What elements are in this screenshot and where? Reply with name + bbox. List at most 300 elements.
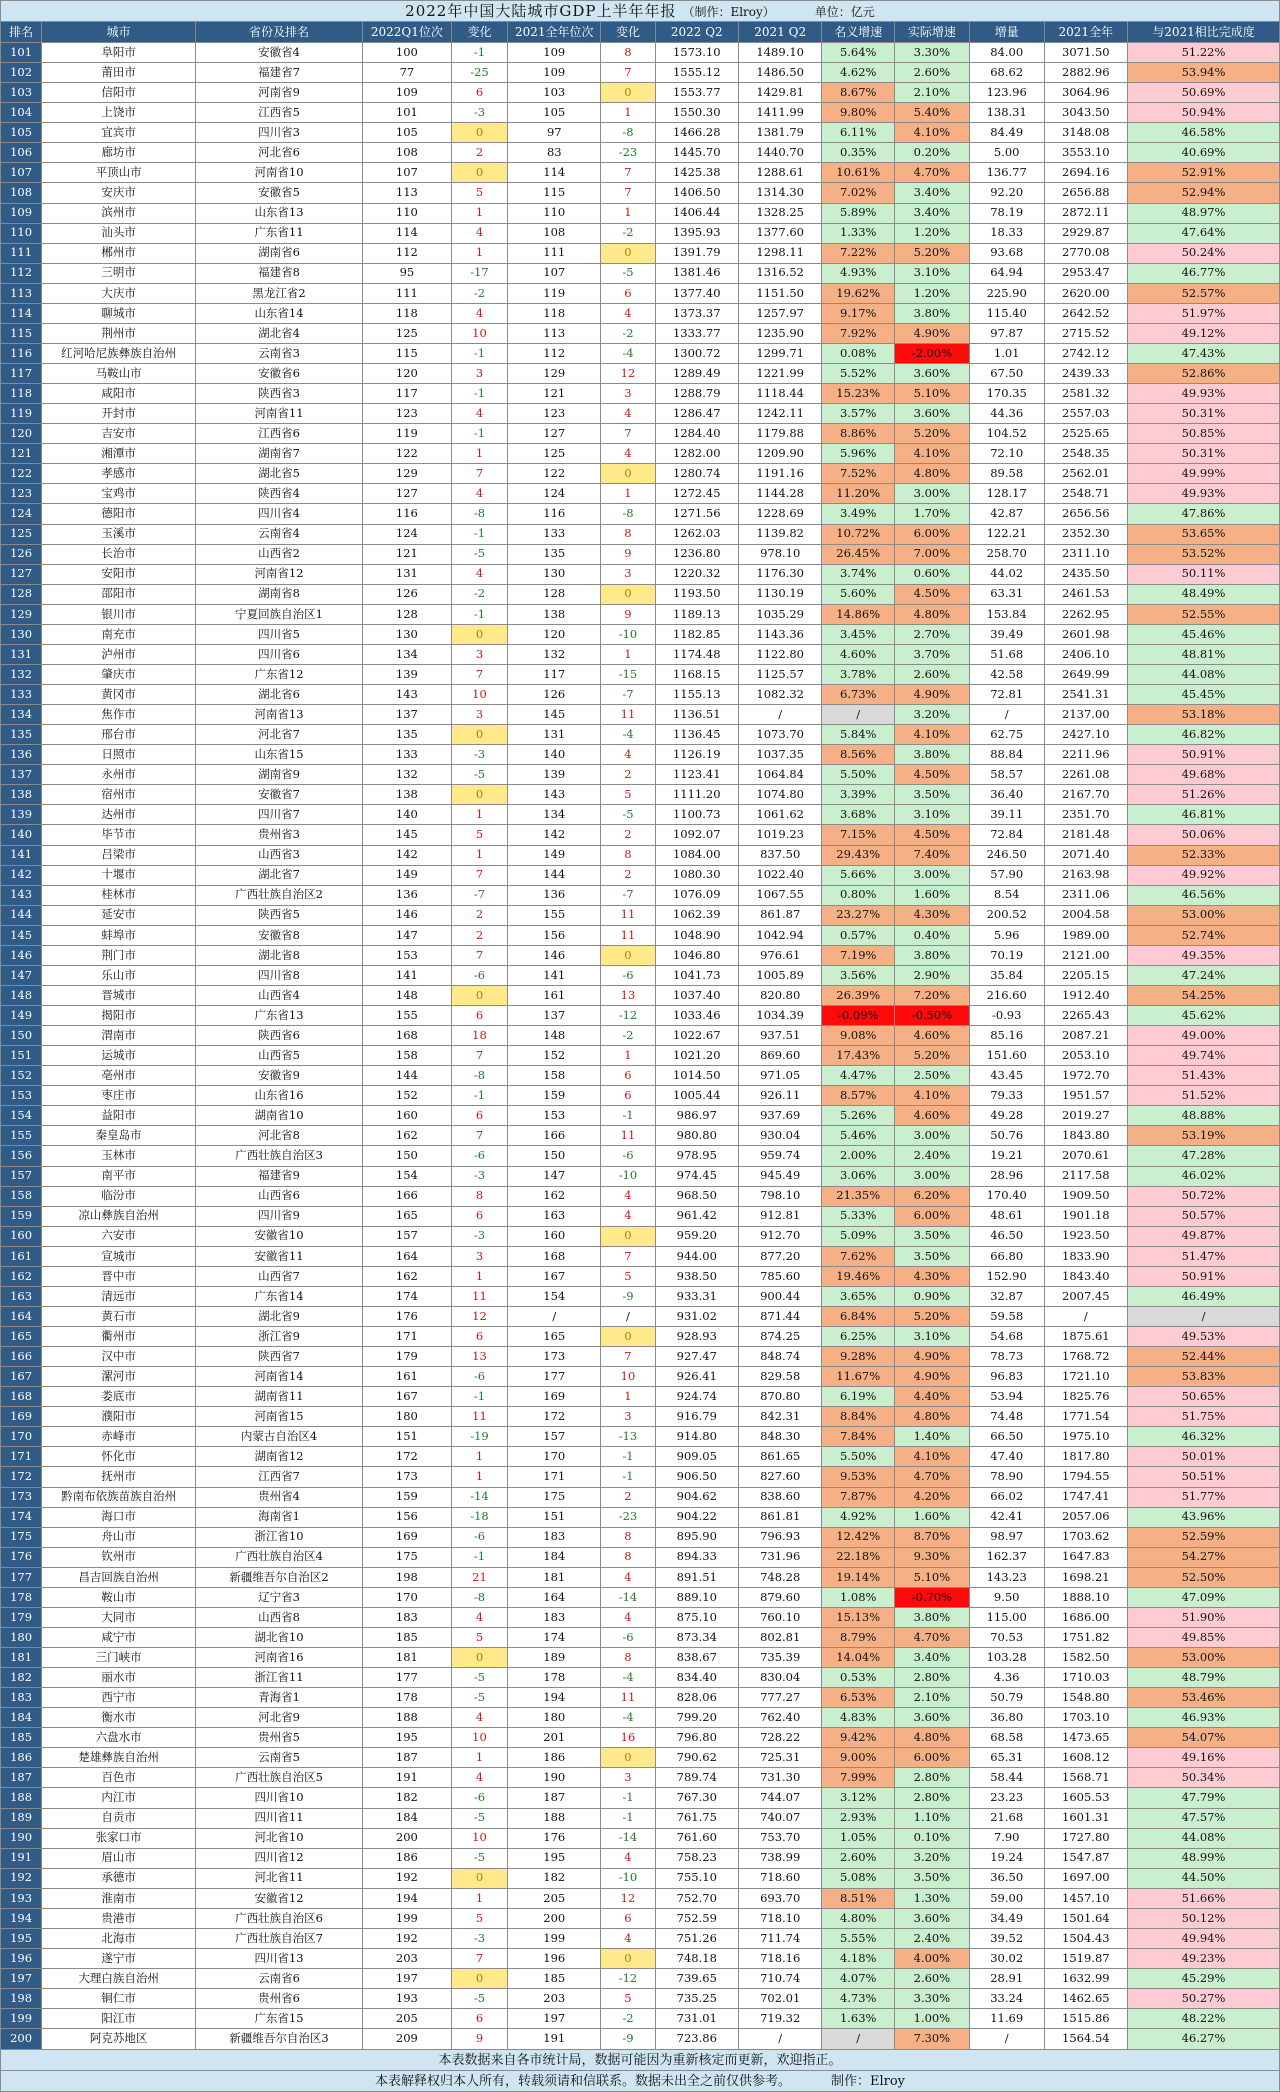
cell-province: 江西省6 — [196, 424, 363, 444]
cell-q2a: 838.67 — [655, 1648, 738, 1668]
table-row — [1, 1848, 1280, 1868]
cell-comp: 50.12% — [1128, 1908, 1280, 1928]
cell-city: 达州市 — [42, 805, 196, 825]
cell-chg2: 0 — [601, 464, 655, 484]
cell-chg2: 8 — [601, 1527, 655, 1547]
table-row — [1, 2029, 1280, 2050]
cell-incr: 63.31 — [969, 584, 1044, 604]
cell-q2b: 1242.11 — [738, 404, 821, 424]
cell-q1pos: 209 — [362, 2029, 451, 2050]
cell-city: 吕梁市 — [42, 845, 196, 865]
cell-y21pos: 128 — [508, 584, 601, 604]
cell-incr: 72.84 — [969, 825, 1044, 845]
cell-comp: / — [1128, 1306, 1280, 1326]
cell-real: 4.90% — [895, 1347, 970, 1367]
table-row — [1, 2009, 1280, 2029]
cell-q2a: 916.79 — [655, 1407, 738, 1427]
cell-city: 孝感市 — [42, 464, 196, 484]
cell-q2a: 1373.37 — [655, 303, 738, 323]
cell-chg2: -1 — [601, 1106, 655, 1126]
cell-nominal: 3.45% — [822, 624, 895, 644]
cell-chg2: 8 — [601, 524, 655, 544]
cell-comp: 51.77% — [1128, 1487, 1280, 1507]
cell-q2b: 848.74 — [738, 1347, 821, 1367]
cell-city: 清远市 — [42, 1286, 196, 1306]
cell-full21: 1833.90 — [1044, 1246, 1127, 1266]
cell-y21pos: 119 — [508, 283, 601, 303]
cell-real: 9.30% — [895, 1547, 970, 1567]
cell-incr: 47.40 — [969, 1447, 1044, 1467]
cell-y21pos: 160 — [508, 1226, 601, 1246]
cell-chg2: 5 — [601, 785, 655, 805]
cell-real: 3.50% — [895, 785, 970, 805]
cell-real: 2.40% — [895, 1146, 970, 1166]
cell-q2a: 752.70 — [655, 1888, 738, 1908]
cell-incr: 34.49 — [969, 1908, 1044, 1928]
cell-y21pos: 167 — [508, 1266, 601, 1286]
cell-incr: 58.44 — [969, 1768, 1044, 1788]
cell-province: 安徽省8 — [196, 925, 363, 945]
cell-rank: 161 — [1, 1246, 42, 1266]
cell-q1pos: 127 — [362, 484, 451, 504]
cell-city: 晋城市 — [42, 985, 196, 1005]
cell-rank: 184 — [1, 1708, 42, 1728]
cell-y21pos: 162 — [508, 1186, 601, 1206]
header-completion: 与2021相比完成度 — [1128, 22, 1280, 43]
cell-nominal: 3.56% — [822, 965, 895, 985]
cell-rank: 164 — [1, 1306, 42, 1326]
cell-comp: 49.12% — [1128, 323, 1280, 343]
cell-nominal: 0.80% — [822, 885, 895, 905]
cell-q2b: 1288.61 — [738, 163, 821, 183]
cell-q2a: 938.50 — [655, 1266, 738, 1286]
cell-incr: 5.00 — [969, 143, 1044, 163]
cell-chg1: -1 — [451, 1547, 507, 1567]
cell-rank: 151 — [1, 1046, 42, 1066]
cell-comp: 52.50% — [1128, 1567, 1280, 1587]
cell-incr: 58.57 — [969, 765, 1044, 785]
cell-y21pos: 186 — [508, 1748, 601, 1768]
cell-full21: 1912.40 — [1044, 985, 1127, 1005]
cell-rank: 179 — [1, 1607, 42, 1627]
cell-city: 亳州市 — [42, 1066, 196, 1086]
cell-incr: 46.50 — [969, 1226, 1044, 1246]
cell-q2a: 834.40 — [655, 1668, 738, 1688]
cell-q1pos: 117 — [362, 384, 451, 404]
table-row — [1, 644, 1280, 664]
table-row — [1, 123, 1280, 143]
cell-real: 4.70% — [895, 1627, 970, 1647]
cell-chg1: 1 — [451, 1266, 507, 1286]
cell-y21pos: 156 — [508, 925, 601, 945]
cell-chg2: 6 — [601, 1086, 655, 1106]
cell-chg2: 8 — [601, 845, 655, 865]
cell-full21: 1843.80 — [1044, 1126, 1127, 1146]
cell-rank: 156 — [1, 1146, 42, 1166]
cell-q1pos: 109 — [362, 83, 451, 103]
cell-province: 四川省10 — [196, 1788, 363, 1808]
cell-rank: 197 — [1, 1969, 42, 1989]
cell-incr: 44.02 — [969, 564, 1044, 584]
cell-q1pos: 135 — [362, 725, 451, 745]
cell-q1pos: 205 — [362, 2009, 451, 2029]
cell-q2a: 1062.39 — [655, 905, 738, 925]
cell-nominal: 7.52% — [822, 464, 895, 484]
cell-full21: 1888.10 — [1044, 1587, 1127, 1607]
cell-q1pos: 113 — [362, 183, 451, 203]
cell-chg1: 3 — [451, 1246, 507, 1266]
cell-q2b: 777.27 — [738, 1688, 821, 1708]
cell-nominal: 1.63% — [822, 2009, 895, 2029]
cell-q2a: 906.50 — [655, 1467, 738, 1487]
table-row — [1, 1788, 1280, 1808]
cell-q1pos: 148 — [362, 985, 451, 1005]
cell-chg2: -12 — [601, 1969, 655, 1989]
cell-chg2: / — [601, 1306, 655, 1326]
cell-real: 0.40% — [895, 925, 970, 945]
cell-nominal: 9.17% — [822, 303, 895, 323]
cell-incr: 51.68 — [969, 644, 1044, 664]
cell-q2a: 1182.85 — [655, 624, 738, 644]
cell-y21pos: 118 — [508, 303, 601, 323]
cell-nominal: 3.06% — [822, 1166, 895, 1186]
cell-comp: 49.00% — [1128, 1026, 1280, 1046]
cell-q1pos: 137 — [362, 705, 451, 725]
cell-q2a: 980.80 — [655, 1126, 738, 1146]
cell-chg1: -7 — [451, 885, 507, 905]
cell-y21pos: 161 — [508, 985, 601, 1005]
cell-chg1: -1 — [451, 43, 507, 63]
cell-chg2: 0 — [601, 584, 655, 604]
report-unit: 单位：亿元 — [814, 4, 875, 19]
cell-q2b: 1019.23 — [738, 825, 821, 845]
cell-province: 陕西省4 — [196, 484, 363, 504]
cell-incr: 21.68 — [969, 1808, 1044, 1828]
cell-real: 4.30% — [895, 905, 970, 925]
cell-chg1: 5 — [451, 1908, 507, 1928]
cell-chg2: -4 — [601, 343, 655, 363]
cell-q1pos: 164 — [362, 1246, 451, 1266]
cell-real: 4.30% — [895, 1266, 970, 1286]
cell-chg1: -5 — [451, 1668, 507, 1688]
cell-comp: 53.18% — [1128, 705, 1280, 725]
cell-q2b: 1314.30 — [738, 183, 821, 203]
cell-comp: 50.57% — [1128, 1206, 1280, 1226]
cell-city: 抚州市 — [42, 1467, 196, 1487]
cell-nominal: 1.33% — [822, 223, 895, 243]
cell-nominal: 5.52% — [822, 364, 895, 384]
cell-chg2: 4 — [601, 745, 655, 765]
cell-rank: 135 — [1, 725, 42, 745]
cell-city: 凉山彝族自治州 — [42, 1206, 196, 1226]
cell-full21: 2262.95 — [1044, 604, 1127, 624]
cell-comp: 50.24% — [1128, 243, 1280, 263]
cell-y21pos: 146 — [508, 945, 601, 965]
cell-q2b: 1144.28 — [738, 484, 821, 504]
cell-q1pos: 126 — [362, 584, 451, 604]
cell-nominal: 4.73% — [822, 1989, 895, 2009]
table-row — [1, 43, 1280, 63]
cell-comp: 46.02% — [1128, 1166, 1280, 1186]
cell-incr: 84.49 — [969, 123, 1044, 143]
cell-province: 广西壮族自治区2 — [196, 885, 363, 905]
cell-q2a: 1445.70 — [655, 143, 738, 163]
cell-nominal: 5.96% — [822, 444, 895, 464]
cell-q2b: 1328.25 — [738, 203, 821, 223]
cell-nominal: 5.50% — [822, 1447, 895, 1467]
cell-incr: 62.75 — [969, 725, 1044, 745]
cell-incr: 39.52 — [969, 1928, 1044, 1948]
cell-q1pos: 140 — [362, 805, 451, 825]
table-row — [1, 384, 1280, 404]
cell-comp: 50.31% — [1128, 444, 1280, 464]
cell-rank: 199 — [1, 2009, 42, 2029]
cell-comp: 49.93% — [1128, 484, 1280, 504]
cell-incr: 97.87 — [969, 323, 1044, 343]
table-row — [1, 925, 1280, 945]
cell-real: 2.80% — [895, 1788, 970, 1808]
table-row — [1, 1046, 1280, 1066]
cell-chg1: 12 — [451, 1306, 507, 1326]
cell-q2b: 735.39 — [738, 1648, 821, 1668]
cell-province: 广西壮族自治区3 — [196, 1146, 363, 1166]
cell-city: 渭南市 — [42, 1026, 196, 1046]
cell-real: 1.10% — [895, 1808, 970, 1828]
cell-real: 7.40% — [895, 845, 970, 865]
cell-y21pos: 135 — [508, 544, 601, 564]
cell-q2a: 1391.79 — [655, 243, 738, 263]
cell-y21pos: 114 — [508, 163, 601, 183]
cell-q2b: 1035.29 — [738, 604, 821, 624]
cell-province: 陕西省5 — [196, 905, 363, 925]
cell-incr: -0.93 — [969, 1006, 1044, 1026]
cell-y21pos: 165 — [508, 1327, 601, 1347]
cell-comp: 51.75% — [1128, 1407, 1280, 1427]
cell-y21pos: 190 — [508, 1768, 601, 1788]
cell-comp: 47.28% — [1128, 1146, 1280, 1166]
cell-rank: 172 — [1, 1467, 42, 1487]
cell-province: 湖北省7 — [196, 865, 363, 885]
cell-q2b: 1440.70 — [738, 143, 821, 163]
cell-nominal: 2.93% — [822, 1808, 895, 1828]
cell-q1pos: 178 — [362, 1688, 451, 1708]
cell-q1pos: 172 — [362, 1447, 451, 1467]
cell-chg2: -8 — [601, 504, 655, 524]
cell-q2b: 861.81 — [738, 1507, 821, 1527]
cell-province: 江西省7 — [196, 1467, 363, 1487]
cell-full21: 2004.58 — [1044, 905, 1127, 925]
cell-q2b: 744.07 — [738, 1788, 821, 1808]
cell-province: 安徽省10 — [196, 1226, 363, 1246]
cell-q1pos: 197 — [362, 1969, 451, 1989]
cell-chg1: 0 — [451, 985, 507, 1005]
cell-full21: 2715.52 — [1044, 323, 1127, 343]
cell-q2b: 731.30 — [738, 1768, 821, 1788]
cell-chg1: 1 — [451, 1888, 507, 1908]
cell-incr: 68.62 — [969, 63, 1044, 83]
table-row — [1, 424, 1280, 444]
cell-city: 银川市 — [42, 604, 196, 624]
cell-comp: 47.79% — [1128, 1788, 1280, 1808]
cell-chg2: 12 — [601, 364, 655, 384]
cell-city: 蚌埠市 — [42, 925, 196, 945]
cell-q1pos: 169 — [362, 1527, 451, 1547]
cell-y21pos: 180 — [508, 1708, 601, 1728]
cell-y21pos: 121 — [508, 384, 601, 404]
cell-chg2: 4 — [601, 1567, 655, 1587]
cell-province: 广东省11 — [196, 223, 363, 243]
cell-full21: 1951.57 — [1044, 1086, 1127, 1106]
cell-q2b: 1377.60 — [738, 223, 821, 243]
cell-chg1: 4 — [451, 404, 507, 424]
cell-incr: 7.90 — [969, 1828, 1044, 1848]
cell-chg2: 4 — [601, 1848, 655, 1868]
cell-incr: 43.45 — [969, 1066, 1044, 1086]
table-row — [1, 1126, 1280, 1146]
cell-nominal: 22.18% — [822, 1547, 895, 1567]
cell-comp: 45.46% — [1128, 624, 1280, 644]
cell-comp: 46.93% — [1128, 1708, 1280, 1728]
cell-rank: 163 — [1, 1286, 42, 1306]
cell-province: 广东省13 — [196, 1006, 363, 1026]
cell-real: 2.40% — [895, 1928, 970, 1948]
cell-real: 6.20% — [895, 1186, 970, 1206]
cell-full21: 1923.50 — [1044, 1226, 1127, 1246]
cell-nominal: 11.67% — [822, 1367, 895, 1387]
table-row — [1, 1146, 1280, 1166]
table-row — [1, 1246, 1280, 1266]
cell-q2b: 728.22 — [738, 1728, 821, 1748]
cell-nominal: 3.57% — [822, 404, 895, 424]
cell-nominal: 14.86% — [822, 604, 895, 624]
cell-city: 毕节市 — [42, 825, 196, 845]
cell-q2b: 762.40 — [738, 1708, 821, 1728]
cell-y21pos: 109 — [508, 63, 601, 83]
cell-comp: 44.08% — [1128, 1828, 1280, 1848]
cell-y21pos: / — [508, 1306, 601, 1326]
cell-q2b: 693.70 — [738, 1888, 821, 1908]
cell-nominal: 0.08% — [822, 343, 895, 363]
cell-nominal: 21.35% — [822, 1186, 895, 1206]
cell-city: 丽水市 — [42, 1668, 196, 1688]
cell-q1pos: 77 — [362, 63, 451, 83]
cell-y21pos: 196 — [508, 1948, 601, 1968]
cell-y21pos: 120 — [508, 624, 601, 644]
cell-chg2: 11 — [601, 905, 655, 925]
cell-chg1: 9 — [451, 2029, 507, 2050]
cell-city: 张家口市 — [42, 1828, 196, 1848]
cell-q2a: 875.10 — [655, 1607, 738, 1627]
cell-comp: 51.47% — [1128, 1246, 1280, 1266]
cell-province: 浙江省11 — [196, 1668, 363, 1688]
cell-chg2: 6 — [601, 1908, 655, 1928]
cell-comp: 53.94% — [1128, 63, 1280, 83]
cell-nominal: 5.08% — [822, 1868, 895, 1888]
cell-incr: 84.00 — [969, 43, 1044, 63]
cell-q1pos: 155 — [362, 1006, 451, 1026]
cell-nominal: 7.99% — [822, 1768, 895, 1788]
cell-real: 3.50% — [895, 1226, 970, 1246]
cell-province: 四川省4 — [196, 504, 363, 524]
cell-incr: 104.52 — [969, 424, 1044, 444]
cell-nominal: 5.09% — [822, 1226, 895, 1246]
cell-chg2: 12 — [601, 1888, 655, 1908]
cell-chg2: -1 — [601, 1447, 655, 1467]
cell-q2a: 889.10 — [655, 1587, 738, 1607]
cell-q1pos: 154 — [362, 1166, 451, 1186]
cell-q2a: 748.18 — [655, 1948, 738, 1968]
table-row — [1, 1627, 1280, 1647]
footer-note-2: 本表解释权归本人所有，转载须请和信联系。数据未出全之前仅供参考。 — [374, 2073, 791, 2089]
cell-nominal: / — [822, 705, 895, 725]
cell-q1pos: 165 — [362, 1206, 451, 1226]
cell-q2a: 1550.30 — [655, 103, 738, 123]
cell-q2b: 718.60 — [738, 1868, 821, 1888]
cell-y21pos: 151 — [508, 1507, 601, 1527]
cell-full21: 2953.47 — [1044, 263, 1127, 283]
cell-chg2: 0 — [601, 83, 655, 103]
cell-chg1: -8 — [451, 504, 507, 524]
cell-city: 北海市 — [42, 1928, 196, 1948]
cell-nominal: 7.84% — [822, 1427, 895, 1447]
cell-nominal: 2.00% — [822, 1146, 895, 1166]
cell-y21pos: 124 — [508, 484, 601, 504]
cell-q2b: 837.50 — [738, 845, 821, 865]
cell-q1pos: 128 — [362, 604, 451, 624]
cell-rank: 178 — [1, 1587, 42, 1607]
cell-real: 3.50% — [895, 1246, 970, 1266]
cell-full21: 2656.56 — [1044, 504, 1127, 524]
cell-city: 淮南市 — [42, 1888, 196, 1908]
table-row — [1, 604, 1280, 624]
cell-q2a: 1005.44 — [655, 1086, 738, 1106]
cell-comp: 44.08% — [1128, 664, 1280, 684]
cell-chg2: -1 — [601, 1467, 655, 1487]
cell-q2a: 1174.48 — [655, 644, 738, 664]
cell-city: 邢台市 — [42, 725, 196, 745]
cell-rank: 167 — [1, 1367, 42, 1387]
cell-y21pos: 203 — [508, 1989, 601, 2009]
cell-province: 河北省7 — [196, 725, 363, 745]
cell-incr: 66.02 — [969, 1487, 1044, 1507]
cell-q2b: 1411.99 — [738, 103, 821, 123]
cell-chg1: 13 — [451, 1347, 507, 1367]
cell-nominal: 7.02% — [822, 183, 895, 203]
cell-comp: 49.94% — [1128, 1928, 1280, 1948]
cell-real: 3.00% — [895, 484, 970, 504]
cell-real: 4.90% — [895, 1367, 970, 1387]
cell-province: 安徽省6 — [196, 364, 363, 384]
cell-q2b: 1209.90 — [738, 444, 821, 464]
cell-y21pos: 127 — [508, 424, 601, 444]
cell-q1pos: 162 — [362, 1126, 451, 1146]
cell-incr: 59.00 — [969, 1888, 1044, 1908]
cell-chg2: -4 — [601, 1668, 655, 1688]
cell-nominal: / — [822, 2029, 895, 2050]
cell-y21pos: 178 — [508, 1668, 601, 1688]
cell-full21: 2311.10 — [1044, 544, 1127, 564]
cell-chg1: 1 — [451, 203, 507, 223]
cell-real: 4.10% — [895, 123, 970, 143]
cell-rank: 165 — [1, 1327, 42, 1347]
table-row — [1, 1668, 1280, 1688]
cell-nominal: 4.62% — [822, 63, 895, 83]
cell-chg2: -7 — [601, 885, 655, 905]
cell-q2b: 912.70 — [738, 1226, 821, 1246]
cell-province: 广西壮族自治区7 — [196, 1928, 363, 1948]
cell-real: 3.10% — [895, 263, 970, 283]
cell-q2a: 926.41 — [655, 1367, 738, 1387]
